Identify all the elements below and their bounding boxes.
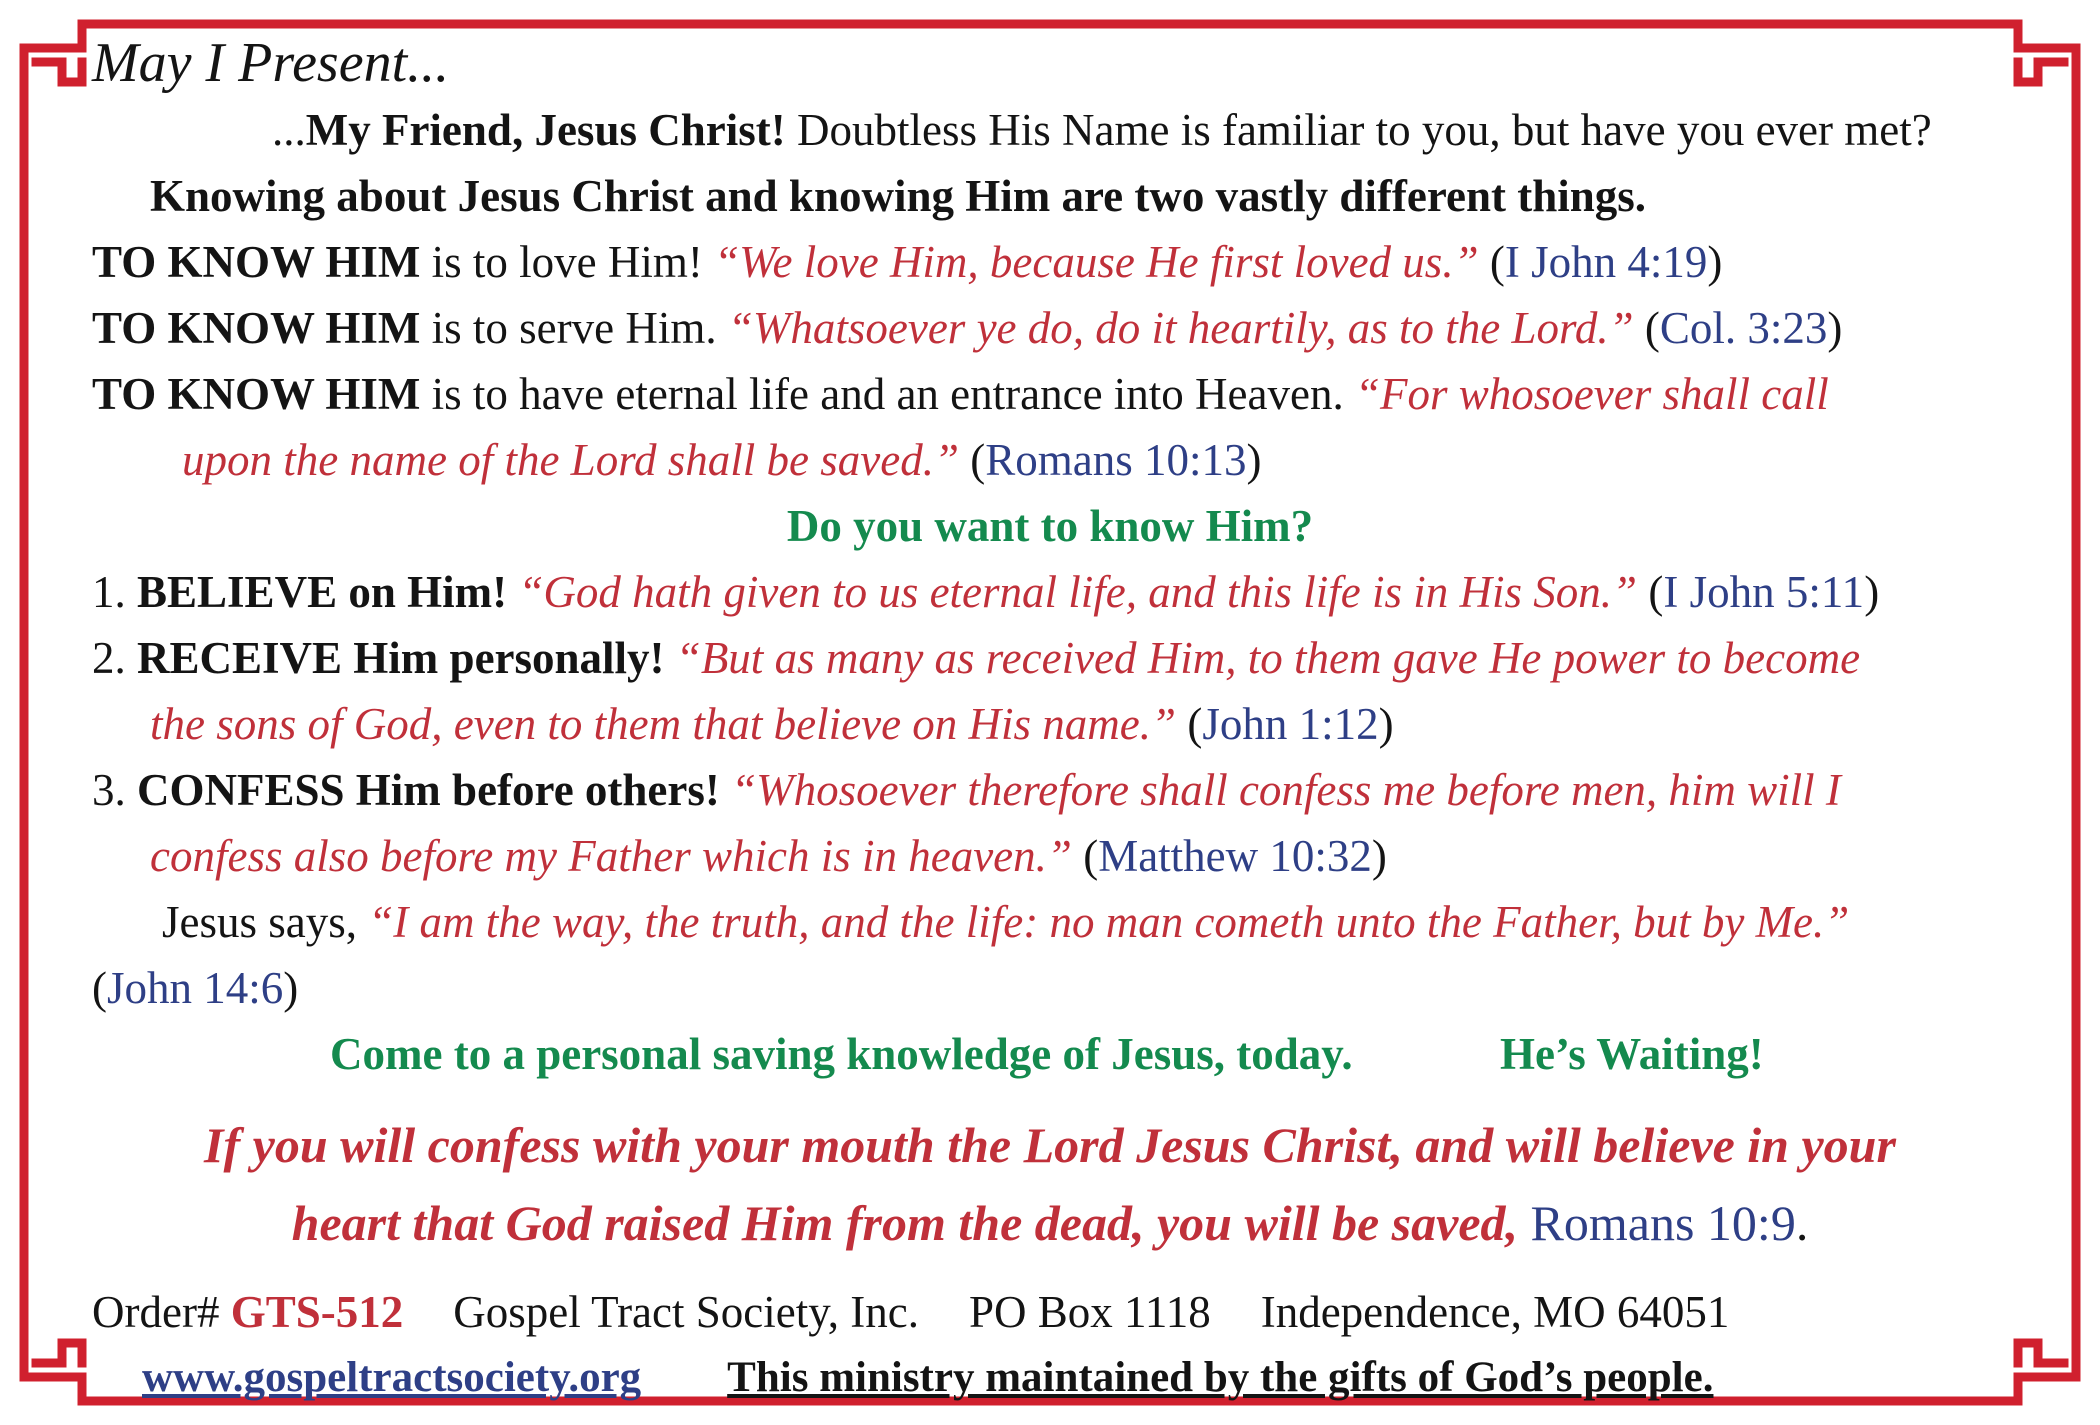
- know-text: is to have eternal life and an entrance into Heaven.: [420, 369, 1355, 419]
- step-number: 1.: [92, 567, 137, 617]
- step-title: CONFESS Him before others!: [137, 765, 720, 815]
- intro-ellipsis: ...: [272, 105, 306, 155]
- website-link[interactable]: www.gospeltractsociety.org: [142, 1354, 642, 1401]
- order-label: Order#: [92, 1287, 220, 1337]
- step-receive-cont: the sons of God, even to them that believe on His name.” (John 1:12): [150, 699, 1394, 749]
- order-code: GTS-512: [230, 1287, 404, 1337]
- step-confess-cont: confess also before my Father which is in heaven.” (Matthew 10:32): [150, 831, 1387, 881]
- romans-verse-line-2: heart that God raised Him from the dead, you will be saved, Romans 10:9.: [291, 1195, 1809, 1251]
- scripture-quote: upon the name of the Lord shall be saved.”: [182, 435, 960, 485]
- step-receive: [92, 628, 1860, 688]
- scripture-reference: John 14:6: [107, 963, 284, 1013]
- society-name: Gospel Tract Society, Inc.: [453, 1287, 920, 1337]
- scripture-reference: John 1:12: [1202, 699, 1379, 749]
- footer-bottom-line: [142, 1348, 1713, 1408]
- know-bold: TO KNOW HIM: [92, 369, 421, 419]
- jesus-says-lead: Jesus says,: [162, 897, 369, 947]
- know-line-love: TO KNOW HIM is to love Him! “We love Him, because He first loved us.” (I John 4:19): [92, 237, 1723, 287]
- scripture-reference: I John 4:19: [1504, 237, 1708, 287]
- knowing-line: Knowing about Jesus Christ and knowing Him are two vastly different things.: [150, 171, 1647, 221]
- know-text: is to serve Him.: [420, 303, 728, 353]
- scripture-quote: “We love Him, because He first loved us.”: [714, 237, 1479, 287]
- jesus-says-line: [162, 892, 1849, 952]
- scripture-quote: “God hath given to us eternal life, and this life is in His Son.”: [518, 567, 1638, 617]
- waiting-heading: He’s Waiting!: [1500, 1029, 1764, 1079]
- question-heading: Do you want to know Him?: [786, 501, 1314, 551]
- know-line-serve: TO KNOW HIM is to serve Him. “Whatsoever ye do, do it heartily, as to the Lord.” (Col. 3:23): [92, 303, 1843, 353]
- footer-address-line: [92, 1282, 1729, 1342]
- romans-verse-line-1: If you will confess with your mouth the Lord Jesus Christ, and will believe in your: [204, 1117, 1896, 1173]
- intro-line: [272, 100, 1932, 160]
- step-confess: [92, 760, 1841, 820]
- po-box: PO Box 1118: [969, 1287, 1211, 1337]
- jesus-says-ref-line: (John 14:6): [92, 963, 299, 1013]
- step-believe: 1. BELIEVE on Him! “God hath given to us eternal life, and this life is in His Son.” (I John 5:11): [92, 567, 1880, 617]
- scripture-reference: I John 5:11: [1663, 567, 1865, 617]
- know-line-eternal: [92, 364, 1829, 424]
- city-address: Independence, MO 64051: [1260, 1287, 1730, 1337]
- scripture-quote: “But as many as received Him, to them gave He power to become: [675, 633, 1861, 683]
- know-line-eternal-cont: upon the name of the Lord shall be saved.” (Romans 10:13): [182, 435, 1262, 485]
- come-heading: Come to a personal saving knowledge of Jesus, today.: [330, 1029, 1353, 1079]
- know-bold: TO KNOW HIM: [92, 237, 421, 287]
- intro-lead-rest: Doubtless His Name is familiar to you, but have you ever met?: [785, 105, 1932, 155]
- page-title: May I Present...: [92, 32, 450, 94]
- scripture-quote: “For whosoever shall call: [1354, 369, 1829, 419]
- ministry-note: This ministry maintained by the gifts of God’s people.: [727, 1354, 1714, 1401]
- step-title: RECEIVE Him personally!: [137, 633, 665, 683]
- scripture-reference: Matthew 10:32: [1098, 831, 1372, 881]
- know-text: is to love Him!: [420, 237, 715, 287]
- intro-lead-bold: My Friend, Jesus Christ!: [305, 105, 786, 155]
- step-number: 3.: [92, 765, 137, 815]
- scripture-quote: the sons of God, even to them that believe on His name.”: [150, 699, 1177, 749]
- scripture-quote: “Whosoever therefore shall confess me before men, him will I: [731, 765, 1841, 815]
- scripture-reference: Romans 10:9: [1530, 1195, 1796, 1251]
- scripture-reference: Romans 10:13: [985, 435, 1247, 485]
- romans-verse-text: heart that God raised Him from the dead, you will be saved,: [291, 1195, 1519, 1251]
- scripture-quote: confess also before my Father which is in heaven.”: [150, 831, 1072, 881]
- scripture-quote: “Whatsoever ye do, do it heartily, as to the Lord.”: [727, 303, 1634, 353]
- scripture-reference: Col. 3:23: [1659, 303, 1828, 353]
- scripture-quote: “I am the way, the truth, and the life: no man cometh unto the Father, but by Me.”: [368, 897, 1850, 947]
- know-bold: TO KNOW HIM: [92, 303, 421, 353]
- step-number: 2.: [92, 633, 137, 683]
- step-title: BELIEVE on Him!: [137, 567, 508, 617]
